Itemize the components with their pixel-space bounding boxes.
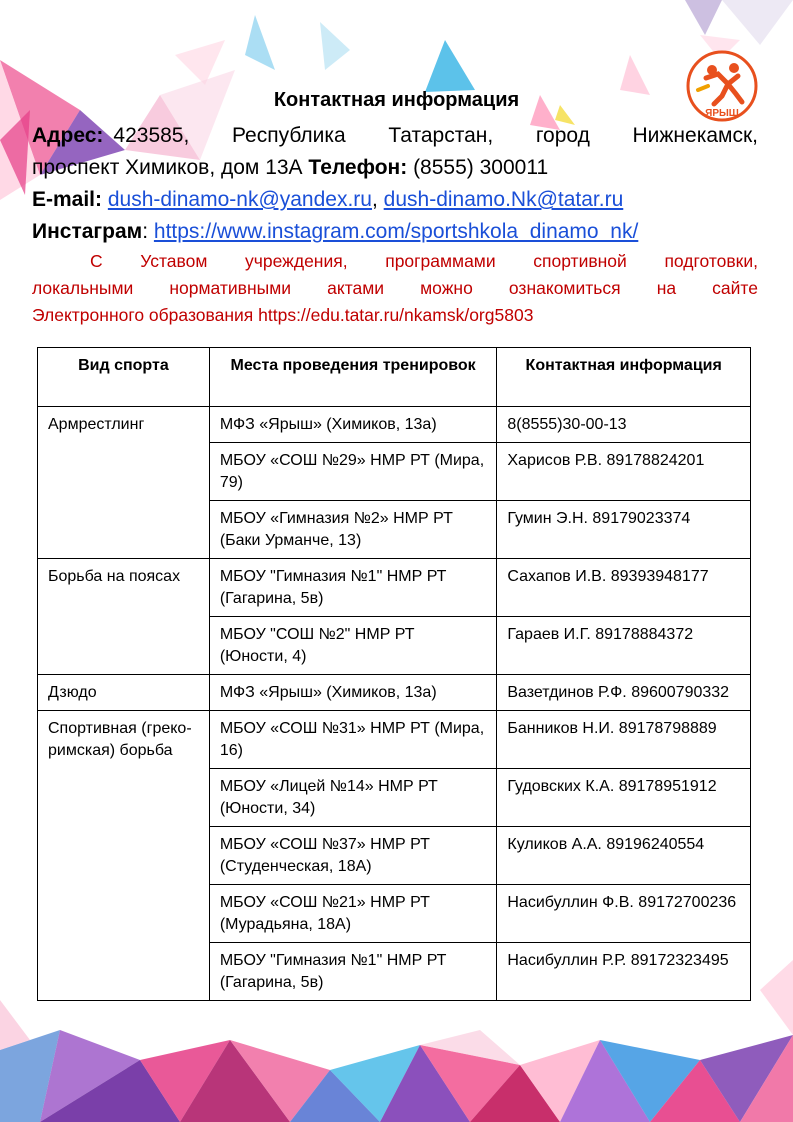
table-row [38, 559, 751, 617]
table-row [38, 407, 751, 443]
cell-sport: Армрестлинг [38, 407, 210, 559]
logo-wordmark: ЯРЫШ [705, 108, 739, 119]
training-schedule-table [37, 347, 751, 1001]
email-label: E-mail: [32, 188, 103, 211]
header-contact: Контактная информация [497, 348, 751, 407]
note-line-1: С Уставом учреждения, программами спортивной подготовки, [90, 251, 758, 271]
cell-place: МБОУ «Гимназия №2» НМР РТ (Баки Урманче, 13) [209, 501, 497, 559]
email-line [32, 184, 758, 216]
cell-contact: Насибуллин Р.Р. 89172323495 [497, 943, 751, 1001]
contact-block [32, 120, 758, 248]
address-label: Адрес: [32, 124, 104, 147]
cell-place: МФЗ «Ярыш» (Химиков, 13а) [209, 675, 497, 711]
charter-note [32, 248, 758, 329]
cell-place: МБОУ "Гимназия №1" НМР РТ (Гагарина, 5в) [209, 943, 497, 1001]
cell-place: МБОУ «СОШ №31» НМР РТ (Мира, 16) [209, 711, 497, 769]
cell-place: МФЗ «Ярыш» (Химиков, 13а) [209, 407, 497, 443]
cell-contact: Банников Н.И. 89178798889 [497, 711, 751, 769]
phone-value: (8555) 300011 [413, 156, 549, 179]
address-line-1 [32, 120, 758, 152]
email-link-tatar[interactable]: dush-dinamo.Nk@tatar.ru [383, 188, 624, 211]
address-part-2: проспект Химиков, дом 13А [32, 156, 303, 179]
cell-contact: Насибуллин Ф.В. 89172700236 [497, 885, 751, 943]
instagram-label: Инстаграм [32, 220, 143, 243]
address-part-1: 423585, Республика Татарстан, город Нижнекамск, [113, 124, 758, 147]
cell-place: МБОУ «СОШ №29» НМР РТ (Мира, 79) [209, 443, 497, 501]
email-separator: , [371, 188, 378, 211]
cell-place: МБОУ «СОШ №37» НМР РТ (Студенческая, 18А) [209, 827, 497, 885]
cell-place: МБОУ «СОШ №21» НМР РТ (Мурадьяна, 18А) [209, 885, 497, 943]
cell-place: МБОУ «Лицей №14» НМР РТ (Юности, 34) [209, 769, 497, 827]
cell-contact: Гараев И.Г. 89178884372 [497, 617, 751, 675]
cell-contact: 8(8555)30-00-13 [497, 407, 751, 443]
header-place: Места проведения тренировок [209, 348, 497, 407]
header-sport: Вид спорта [38, 348, 210, 407]
cell-contact: Гудовских К.А. 89178951912 [497, 769, 751, 827]
note-line-2: локальными нормативными актами можно ознакомиться на сайте [32, 278, 758, 298]
note-line-3: Электронного образования https://edu.tatar.ru/nkamsk/org5803 [32, 305, 534, 325]
cell-contact: Сахапов И.В. 89393948177 [497, 559, 751, 617]
cell-sport: Дзюдо [38, 675, 210, 711]
cell-place: МБОУ "Гимназия №1" НМР РТ (Гагарина, 5в) [209, 559, 497, 617]
cell-place: МБОУ "СОШ №2" НМР РТ (Юности, 4) [209, 617, 497, 675]
table-row [38, 675, 751, 711]
cell-contact: Вазетдинов Р.Ф. 89600790332 [497, 675, 751, 711]
email-link-yandex[interactable]: dush-dinamo-nk@yandex.ru [107, 188, 372, 211]
cell-contact: Харисов Р.В. 89178824201 [497, 443, 751, 501]
cell-sport: Спортивная (греко-римская) борьба [38, 711, 210, 1001]
table-header-row [38, 348, 751, 407]
address-line-2 [32, 152, 758, 184]
cell-sport: Борьба на поясах [38, 559, 210, 675]
table-row [38, 711, 751, 769]
phone-label: Телефон: [308, 156, 408, 179]
instagram-link[interactable]: https://www.instagram.com/sportshkola_dinamo_nk/ [153, 220, 639, 243]
instagram-separator: : [142, 220, 149, 243]
instagram-line [32, 216, 758, 248]
cell-contact: Куликов А.А. 89196240554 [497, 827, 751, 885]
page-title: Контактная информация [273, 89, 520, 111]
cell-contact: Гумин Э.Н. 89179023374 [497, 501, 751, 559]
table-body [38, 407, 751, 1001]
